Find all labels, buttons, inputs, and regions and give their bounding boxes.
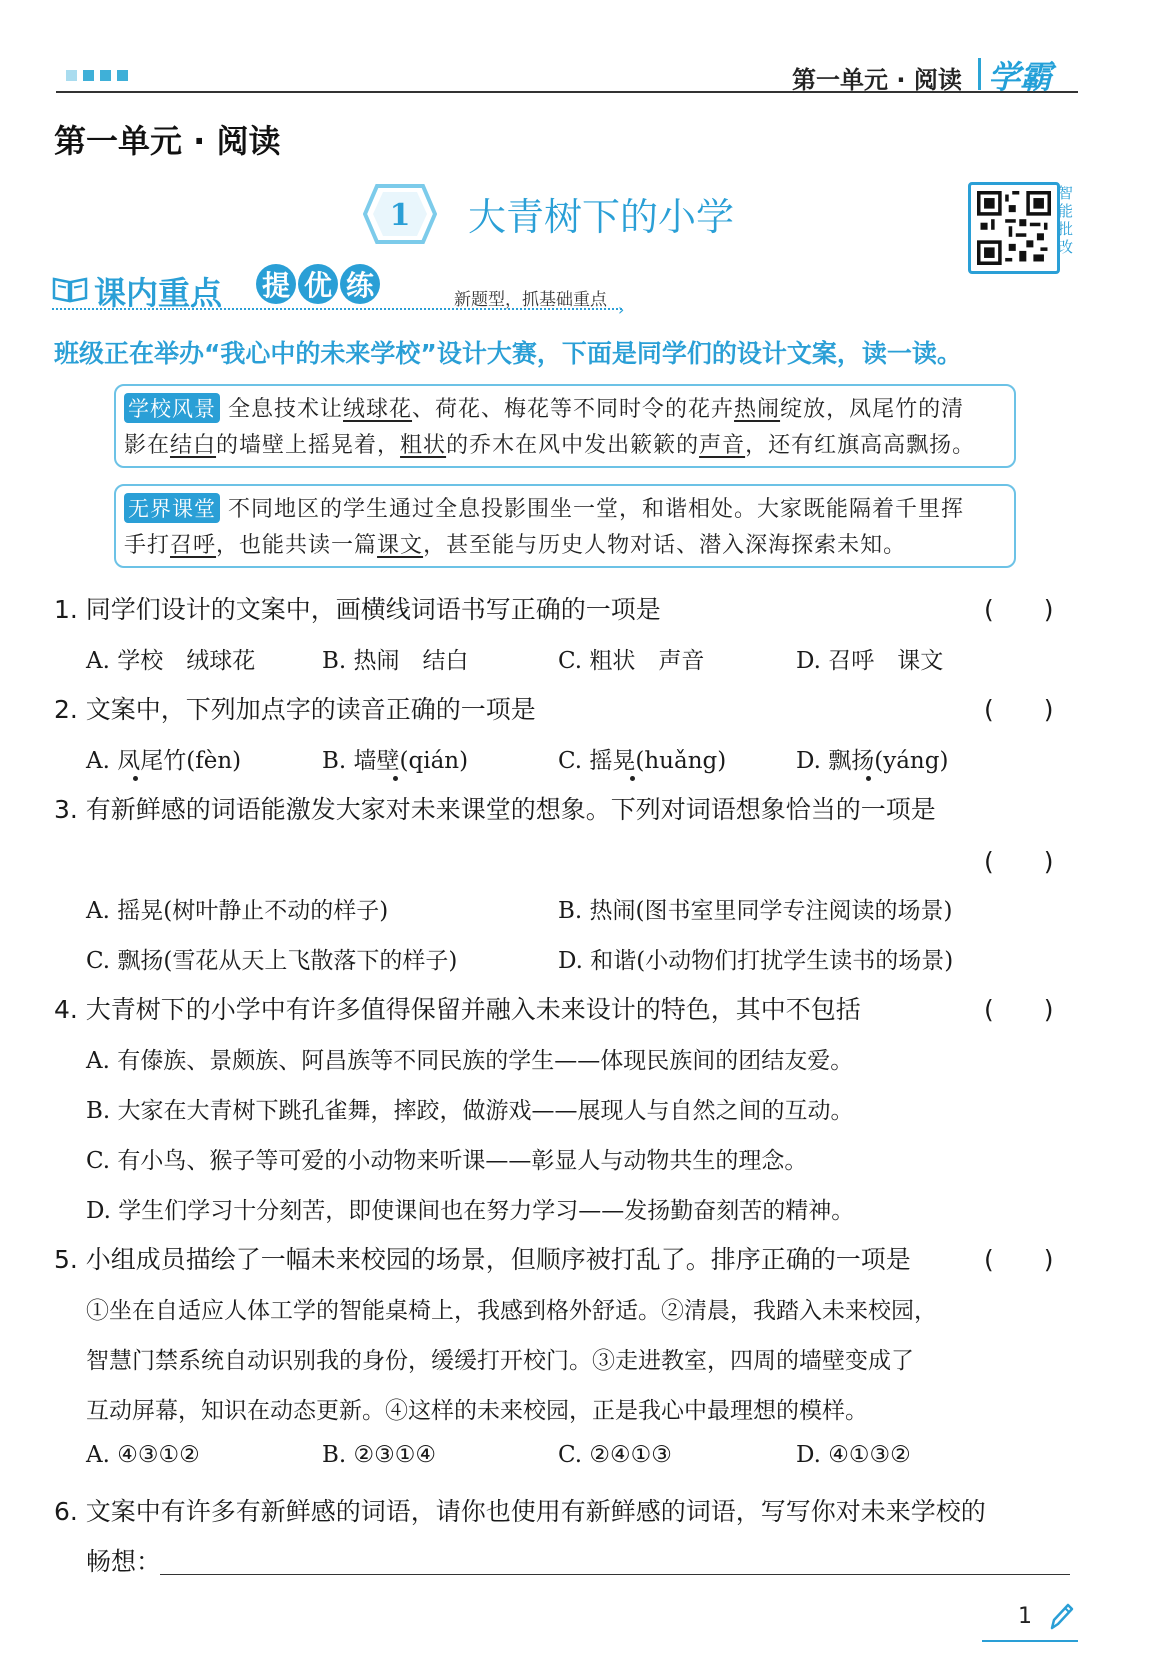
question-2: 2. 文案中，下列加点字的读音正确的一项是	[54, 695, 536, 724]
option-b[interactable]: B. 热闹(图书室里同学专注阅读的场景)	[558, 898, 953, 924]
question-3: 3. 有新鲜感的词语能激发大家对未来课堂的想象。下列对词语想象恰当的一项是	[54, 795, 936, 824]
answer-bracket[interactable]: ( )	[984, 847, 1054, 876]
section-badge: 优	[298, 264, 338, 304]
arrow-right-icon: ›	[618, 300, 625, 319]
lesson-number-badge	[363, 182, 437, 246]
option-a[interactable]: A. 有傣族、景颇族、阿昌族等不同民族的学生——体现民族间的团结友爱。	[86, 1048, 854, 1074]
qr-code[interactable]	[968, 182, 1060, 274]
passage-line: 学校风景 全息技术让绒球花、荷花、梅花等不同时令的花卉热闹绽放，凤尾竹的清	[124, 392, 964, 423]
question-1: 1. 同学们设计的文案中，画横线词语书写正确的一项是	[54, 595, 661, 624]
answer-bracket[interactable]: ( )	[984, 995, 1054, 1024]
passage-line: 影在结白的墙壁上摇晃着，粗状的乔木在风中发出簌簌的声音，还有红旗高高飘扬。	[124, 433, 976, 458]
emphasis-dot	[393, 776, 398, 781]
option-c[interactable]: C. 飘扬(雪花从天上飞散落下的样子)	[86, 948, 458, 974]
answer-bracket[interactable]: ( )	[984, 695, 1054, 724]
answer-bracket[interactable]: ( )	[984, 1245, 1054, 1274]
section-subtitle: 新题型，抓基础重点	[454, 290, 607, 310]
option-a[interactable]: A. 学校 绒球花	[86, 648, 256, 674]
question-4: 4. 大青树下的小学中有许多值得保留并融入未来设计的特色，其中不包括	[54, 995, 861, 1024]
option-b[interactable]: B. ②③①④	[322, 1442, 437, 1468]
option-b[interactable]: B. 墙壁(qián)	[322, 748, 469, 774]
emphasis-dot	[133, 776, 138, 781]
option-d[interactable]: D. 和谐(小动物们打扰学生读书的场景)	[558, 948, 954, 974]
passage-line: ①坐在自适应人体工学的智能桌椅上，我感到格外舒适。②清晨，我踏入未来校园，	[86, 1298, 937, 1324]
qr-label: 智能批改	[1058, 184, 1074, 256]
question-6-prompt: 畅想：	[86, 1547, 162, 1576]
option-a[interactable]: A. 凤尾竹(fèn)	[86, 748, 242, 774]
option-d[interactable]: D. 飘扬(yáng)	[796, 748, 949, 774]
header-decoration	[66, 70, 128, 81]
header-unit-section: 第一单元 · 阅读	[792, 66, 962, 94]
passage-line: 无界课堂 不同地区的学生通过全息投影围坐一堂，和谐相处。大家既能隔着千里挥	[124, 492, 964, 523]
header-divider	[978, 58, 981, 90]
passage-line: 智慧门禁系统自动识别我的身份，缓缓打开校门。③走进教室，四周的墙壁变成了	[86, 1348, 914, 1374]
passage-tag: 学校风景	[124, 393, 220, 423]
intro-instruction: 班级正在举办“我心中的未来学校”设计大赛，下面是同学们的设计文案，读一读。	[54, 339, 962, 368]
section-title: 课内重点	[94, 274, 223, 312]
page-number: 1	[1018, 1604, 1032, 1629]
section-badges	[256, 264, 380, 304]
option-c[interactable]: C. 粗状 声音	[558, 648, 705, 674]
option-d[interactable]: D. 学生们学习十分刻苦，即使课间也在努力学习——发扬勤奋刻苦的精神。	[86, 1198, 855, 1224]
book-icon	[52, 275, 88, 303]
unit-title: 第一单元 · 阅读	[54, 122, 281, 160]
passage-tag: 无界课堂	[124, 493, 220, 523]
option-b[interactable]: B. 大家在大青树下跳孔雀舞，摔跤，做游戏——展现人与自然之间的互动。	[86, 1098, 854, 1124]
question-6: 6. 文案中有许多有新鲜感的词语，请你也使用有新鲜感的词语，写写你对未来学校的	[54, 1497, 986, 1526]
option-a[interactable]: A. 摇晃(树叶静止不动的样子)	[86, 898, 389, 924]
question-5: 5. 小组成员描绘了一幅未来校园的场景，但顺序被打乱了。排序正确的一项是	[54, 1245, 911, 1274]
answer-line[interactable]	[160, 1574, 1070, 1575]
option-d[interactable]: D. 召呼 课文	[796, 648, 944, 674]
lesson-number: 1	[389, 198, 411, 233]
emphasis-dot	[630, 776, 635, 781]
lesson-title: 大青树下的小学	[468, 195, 735, 239]
section-badge: 提	[256, 264, 296, 304]
option-a[interactable]: A. ④③①②	[86, 1442, 200, 1468]
qr-pattern-icon	[977, 191, 1051, 265]
option-c[interactable]: C. 有小鸟、猴子等可爱的小动物来听课——彰显人与动物共生的理念。	[86, 1148, 808, 1174]
option-c[interactable]: C. ②④①③	[558, 1442, 672, 1468]
footer-rule	[982, 1640, 1078, 1642]
pencil-icon	[1048, 1602, 1074, 1632]
passage-line: 手打召呼，也能共读一篇课文，甚至能与历史人物对话、潜入深海探索未知。	[124, 533, 907, 558]
brand-logo: 学霸	[988, 58, 1053, 96]
option-c[interactable]: C. 摇晃(huǎng)	[558, 748, 727, 774]
option-d[interactable]: D. ④①③②	[796, 1442, 911, 1468]
option-b[interactable]: B. 热闹 结白	[322, 648, 469, 674]
section-badge: 练	[340, 264, 380, 304]
emphasis-dot	[866, 776, 871, 781]
passage-line: 互动屏幕，知识在动态更新。④这样的未来校园，正是我心中最理想的模样。	[86, 1398, 868, 1424]
section-divider	[52, 308, 622, 310]
answer-bracket[interactable]: ( )	[984, 595, 1054, 624]
